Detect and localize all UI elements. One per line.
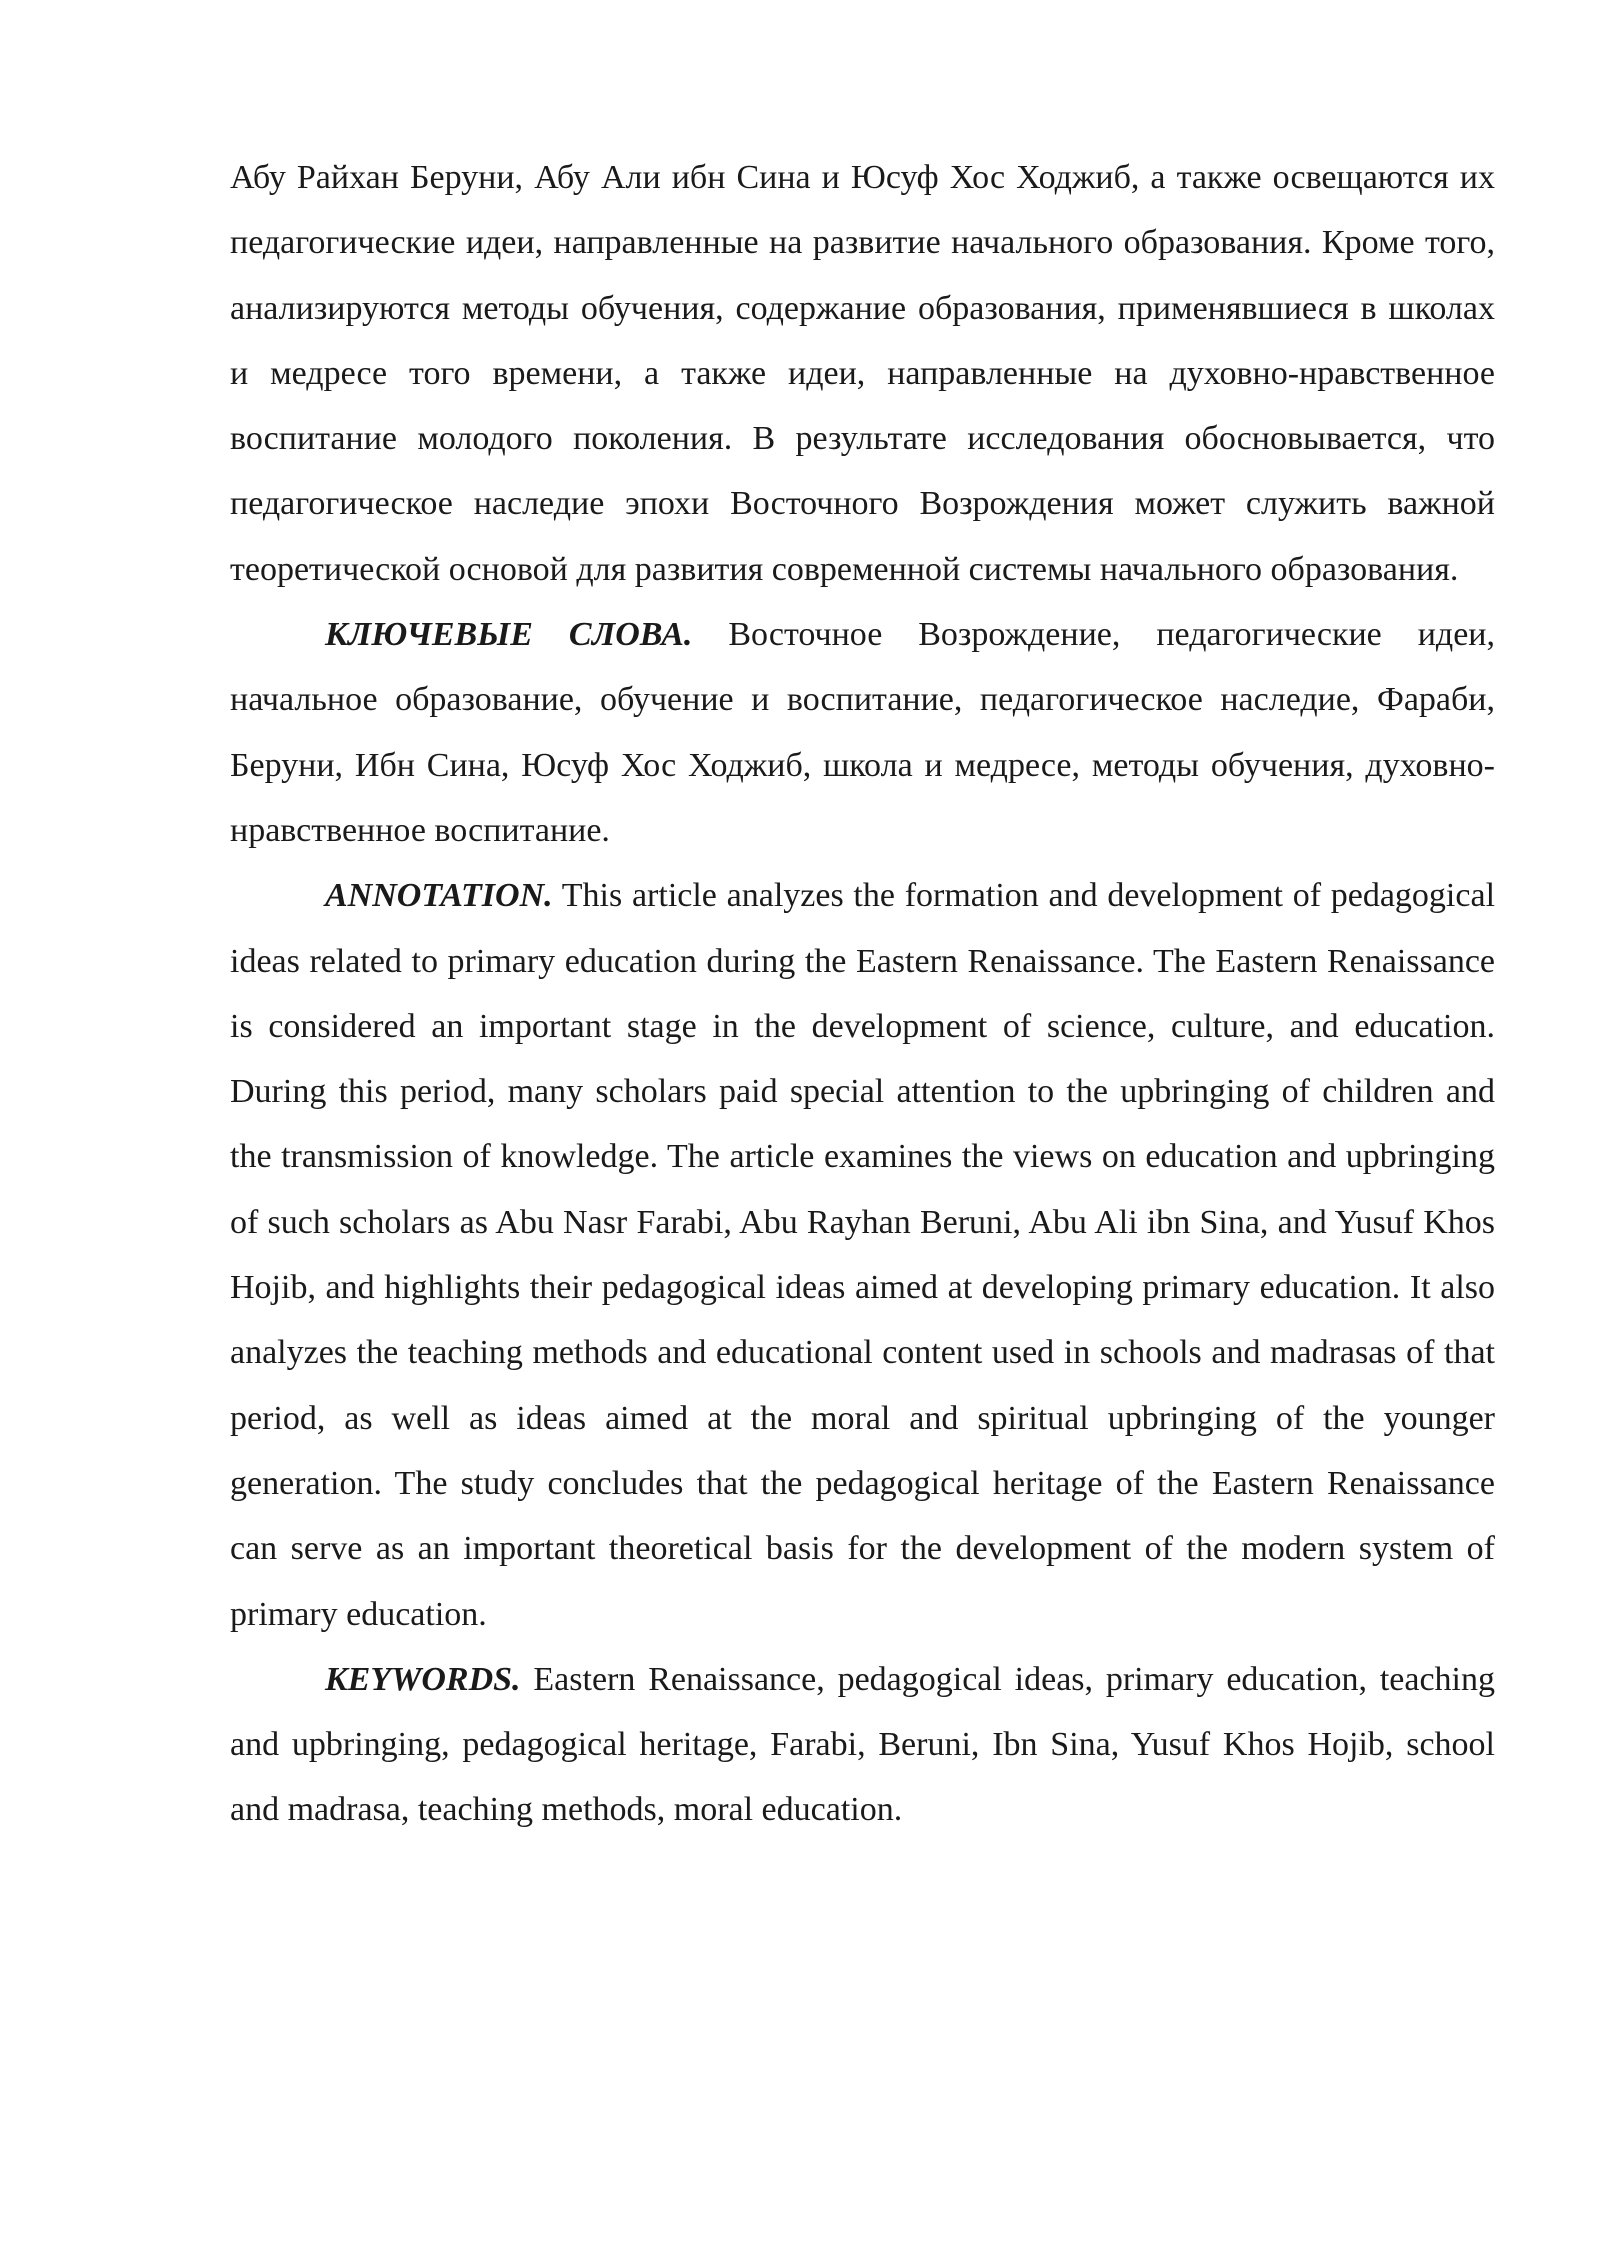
keywords-en-paragraph <box>230 1647 1495 1843</box>
document-body <box>230 145 1495 1843</box>
keywords-ru-paragraph <box>230 602 1495 863</box>
annotation-en-label: ANNOTATION. <box>325 877 553 915</box>
keywords-en-label: KEYWORDS. <box>325 1660 521 1698</box>
abstract-continuation-paragraph: Абу Райхан Беруни, Абу Али ибн Сина и Юсуф Хос Ходжиб, а также освещаются их педагогические идеи, направленные на развитие начального образования. Кроме того, анализируются методы обучения, содержание образования, применявшиеся в школах и медресе того времени, а также идеи, направленные на духовно-нравственное воспитание молодого поколения. В результате исследования обосновывается, что педагогическое наследие эпохи Восточного Возрождения может служить важной теоретической основой для развития современной системы начального образования. <box>230 159 1495 588</box>
annotation-en-text: This article analyzes the formation and development of pedagogical ideas related to primary education during the Eastern Renaissance. The Eastern Renaissance is considered an important stage in the development of science, culture, and education. During this period, many scholars paid special attention to the upbringing of children and the transmission of knowledge. The article examines the views on education and upbringing of such scholars as Abu Nasr Farabi, Abu Rayhan Beruni, Abu Ali ibn Sina, and Yusuf Khos Hojib, and highlights their pedagogical ideas aimed at developing primary education. It also analyzes the teaching methods and educational content used in schools and madrasas of that period, as well as ideas aimed at the moral and spiritual upbringing of the younger generation. The study concludes that the pedagogical heritage of the Eastern Renaissance can serve as an important theoretical basis for the development of the modern system of primary education. <box>230 877 1496 1633</box>
annotation-en-paragraph <box>230 863 1495 1647</box>
keywords-en-text: Eastern Renaissance, pedagogical ideas, primary education, teaching and upbringing, pedagogical heritage, Farabi, Beruni, Ibn Sina, Yusuf Khos Hojib, school and madrasa, teaching methods, moral education. <box>230 1660 1495 1829</box>
keywords-ru-text: Восточное Возрождение, педагогические идеи, начальное образование, обучение и воспитание, педагогическое наследие, Фараби, Беруни, Ибн Сина, Юсуф Хос Ходжиб, школа и медресе, методы обучения, духовно-нравственное воспитание. <box>230 616 1495 849</box>
keywords-ru-label: КЛЮЧЕВЫЕ СЛОВА. <box>325 616 693 654</box>
